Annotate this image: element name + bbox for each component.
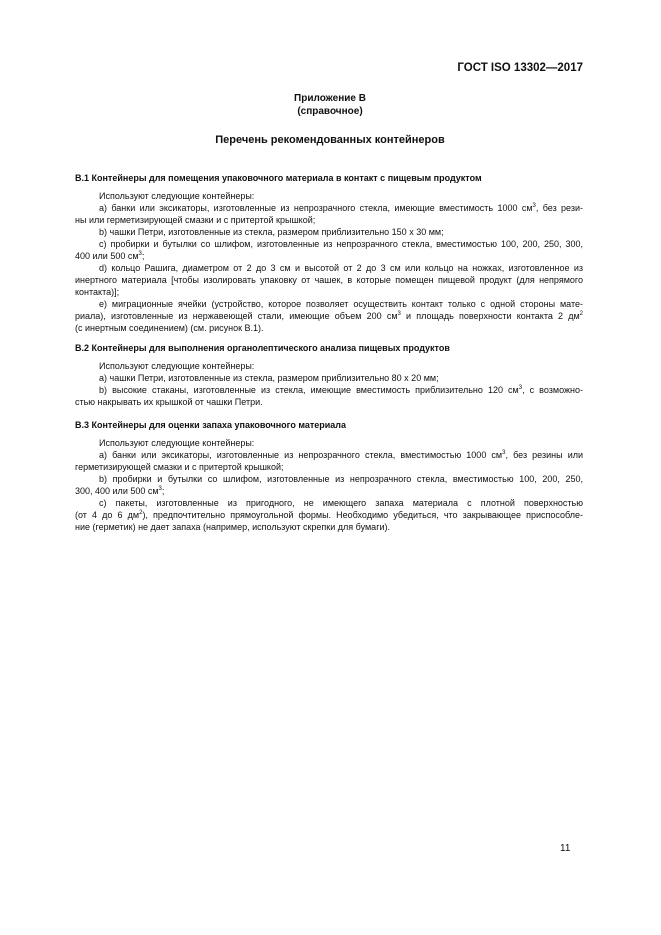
list-item-a: а) банки или эксикаторы, изготовленные из непрозрачного стекла, вместимостью 1000 $см^3$, без резины или bbox=[99, 450, 583, 460]
list-item-e: е) миграционные ячейки (устройство, которое позволяет осуществить контакт только с одной стороны мате- bbox=[99, 299, 583, 309]
section-heading: В.3 Контейнеры для оценки запаха упаковочного материала bbox=[75, 420, 347, 430]
list-item-a: а) чашки Петри, изготовленные из стекла, размером приблизительно 80 х 20 мм; bbox=[99, 373, 439, 383]
list-item-b: b) чашки Петри, изготовленные из стекла, размером приблизительно 150 х 30 мм; bbox=[99, 227, 444, 237]
list-item-c: с) пробирки и бутылки со шлифом, изготовленные из непрозрачного стекла, вместимостью 100, 200, 250, 300, bbox=[99, 239, 583, 249]
list-item-b-cont: стью накрывать их крышкой от чашки Петри. bbox=[75, 397, 263, 407]
section-heading: В.1 Контейнеры для помещения упаковочного материала в контакт с пищевым продуктом bbox=[75, 173, 482, 183]
page-number: 11 bbox=[560, 843, 571, 854]
list-item-e-cont: риала), изготовленные из нержавеющей стали, имеющие объем 200 $см^3$ и площадь поверхности контакта 2 $дм^2$ bbox=[75, 311, 583, 321]
list-item-d-cont: инертного материала [чтобы изолировать упаковку от чашек, в которые помещен пищевой продукт (для непрямого bbox=[75, 275, 583, 285]
list-item-c-cont: ние (герметик) не дает запаха (например, используют скрепки для бумаги). bbox=[75, 522, 390, 532]
appendix-title: Приложение В bbox=[294, 93, 366, 104]
list-item-a-cont: ны или герметизирующей смазки и с притертой крышкой; bbox=[75, 215, 316, 225]
section-b1 bbox=[75, 172, 583, 334]
list-item-d: d) кольцо Рашига, диаметром от 2 до 3 см и высотой от 2 до 3 см или кольцо на ножках, изготовленное из bbox=[99, 263, 583, 273]
section-b3 bbox=[75, 419, 583, 533]
section-intro: Используют следующие контейнеры: bbox=[99, 361, 255, 371]
list-item-c: с) пакеты, изготовленные из пригодного, не имеющего запаха материала с плотной поверхностью bbox=[99, 498, 583, 508]
list-item-c-cont: 400 или 500 $см^3$; bbox=[75, 251, 145, 261]
list-item-c-cont: (от 4 до 6 $дм^2$), предпочтительно прямоугольной формы. Необходимо убедиться, что закрывающее приспособле- bbox=[75, 510, 583, 520]
list-item-b: b) высокие стаканы, изготовленные из стекла, имеющие вместимость приблизительно 120 $см^3$, с возможно- bbox=[99, 385, 583, 395]
list-item-d-cont: контакта)]; bbox=[75, 287, 120, 297]
document-title: Перечень рекомендованных контейнеров bbox=[215, 134, 445, 146]
list-item-a-cont: герметизирующей смазки и с притертой крышкой; bbox=[75, 462, 284, 472]
appendix-note: (справочное) bbox=[297, 106, 363, 117]
list-item-b: b) пробирки и бутылки со шлифом, изготовленные из непрозрачного стекла, вместимостью 100, 200, 250, bbox=[99, 474, 583, 484]
section-b2 bbox=[75, 342, 583, 408]
section-intro: Используют следующие контейнеры: bbox=[99, 191, 255, 201]
list-item-a: а) банки или эксикаторы, изготовленные из непрозрачного стекла, имеющие вместимость 1000 $см^3$, без рези- bbox=[99, 203, 584, 213]
list-item-e-cont: (с инертным соединением) (см. рисунок В.1). bbox=[75, 323, 264, 333]
section-intro: Используют следующие контейнеры: bbox=[99, 438, 255, 448]
standard-number: ГОСТ ISO 13302—2017 bbox=[457, 62, 583, 74]
section-heading: В.2 Контейнеры для выполнения органолептического анализа пищевых продуктов bbox=[75, 343, 450, 353]
list-item-b-cont: 300, 400 или 500 $см^3$; bbox=[75, 486, 165, 496]
